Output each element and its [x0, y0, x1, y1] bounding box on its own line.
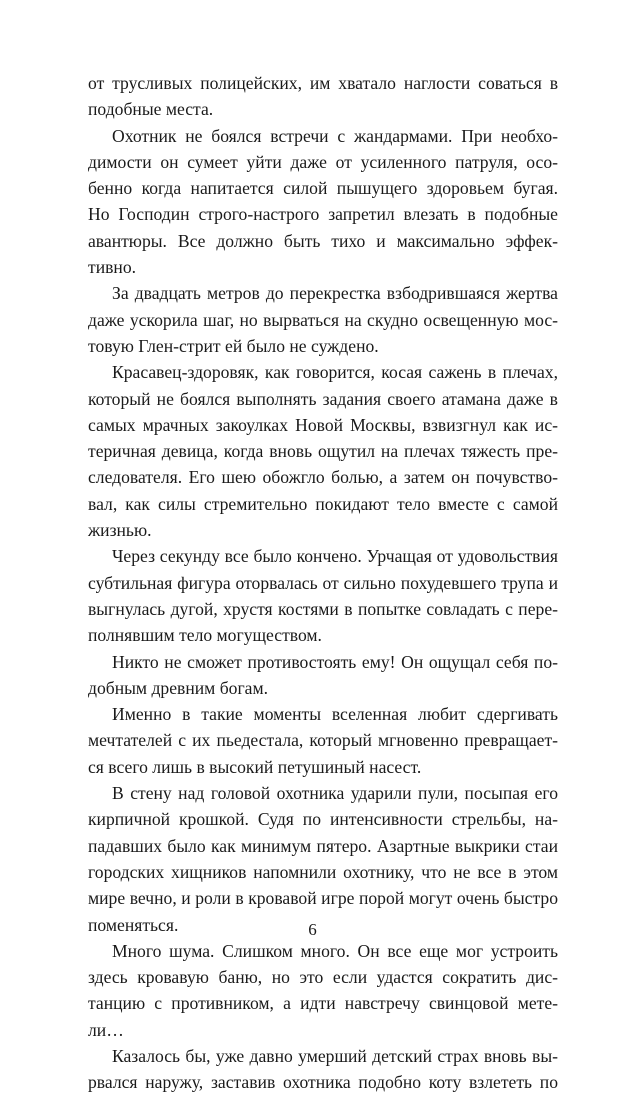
text-line: даже ускорила шаг, но вырваться на скудно освещенную мос- [88, 309, 558, 330]
text-line: субтильная фигура оторвалась от сильно похудевшего трупа и [88, 572, 558, 593]
text-line: кирпичной крошкой. Судя по интенсивности стрельбы, на- [88, 809, 558, 830]
text-line: поменяться. [88, 914, 179, 935]
text-line: рвался наружу, заставив охотника подобно коту взлететь по [88, 1072, 558, 1093]
text-line: подобные места. [88, 99, 214, 120]
text-line: авантюры. Все должно быть тихо и максимально эффек- [88, 230, 558, 251]
text-line: Казалось бы, уже давно умерший детский страх вновь вы- [112, 1045, 558, 1066]
text-line: Красавец-здоровяк, как говорится, косая сажень в плечах, [112, 362, 558, 383]
text-line: следователя. Его шею обожгло болью, а затем он почувство- [88, 467, 558, 488]
text-line: ли… [88, 1019, 124, 1040]
text-line: За двадцать метров до перекрестка взбодрившаяся жертва [112, 283, 558, 304]
text-line: Охотник не боялся встречи с жандармами. При необхо- [112, 125, 558, 146]
text-line: падавших было как минимум пятеро. Азартные выкрики стаи [88, 835, 558, 856]
text-line: В стену над головой охотника ударили пули, посыпая его [112, 783, 558, 804]
text-line: здесь кровавую баню, но это если удастся сократить дис- [88, 967, 558, 988]
text-line: мире вечно, и роли в кровавой игре порой могут очень быстро [88, 888, 558, 909]
text-line: добным древним богам. [88, 677, 269, 698]
text-line: тивно. [88, 257, 137, 278]
text-line: полнявшим тело могуществом. [88, 625, 322, 646]
text-line: бенно когда напитается силой пышущего здоровьем бугая. [88, 178, 558, 199]
text-line: ся всего лишь в высокий петушиный насест. [88, 756, 422, 777]
text-line: самых мрачных закоулках Новой Москвы, взвизгнул как ис- [88, 414, 558, 435]
text-line: выгнулась дугой, хрустя костями в попытке совладать с пере- [88, 598, 558, 619]
text-line: от трусливых полицейских, им хватало наглости соваться в [88, 73, 558, 93]
text-line: Но Господин строго-настрого запретил влезать в подобные [88, 204, 558, 225]
text-line: Никто не сможет противостоять ему! Он ощущал себя по- [112, 651, 558, 672]
text-line: который не боялся выполнять задания своего атамана даже в [88, 388, 558, 409]
text-line: жизнью. [88, 520, 152, 541]
text-line: димости он сумеет уйти даже от усиленного патруля, осо- [88, 151, 558, 172]
text-line: товую Глен-стрит ей было не суждено. [88, 335, 379, 356]
text-line: танцию с противником, а идти навстречу свинцовой мете- [88, 993, 558, 1014]
text-line: вал, как силы стремительно покидают тело вместе с самой [88, 493, 558, 514]
text-line: Много шума. Слишком много. Он все еще мог устроить [112, 940, 558, 961]
text-line: теричная девица, когда вновь ощутил на плечах тяжесть пре- [88, 441, 558, 462]
text-line: мечтателей с их пьедестала, который мгновенно превращает- [88, 730, 558, 751]
text-line: Через секунду все было кончено. Урчащая от удовольствия [112, 546, 558, 567]
text-line: Именно в такие моменты вселенная любит сдергивать [112, 704, 558, 725]
page-number: 6 [308, 920, 317, 939]
page-text-block [88, 70, 558, 1096]
text-line: городских хищников напомнили охотнику, что не все в этом [88, 861, 558, 882]
